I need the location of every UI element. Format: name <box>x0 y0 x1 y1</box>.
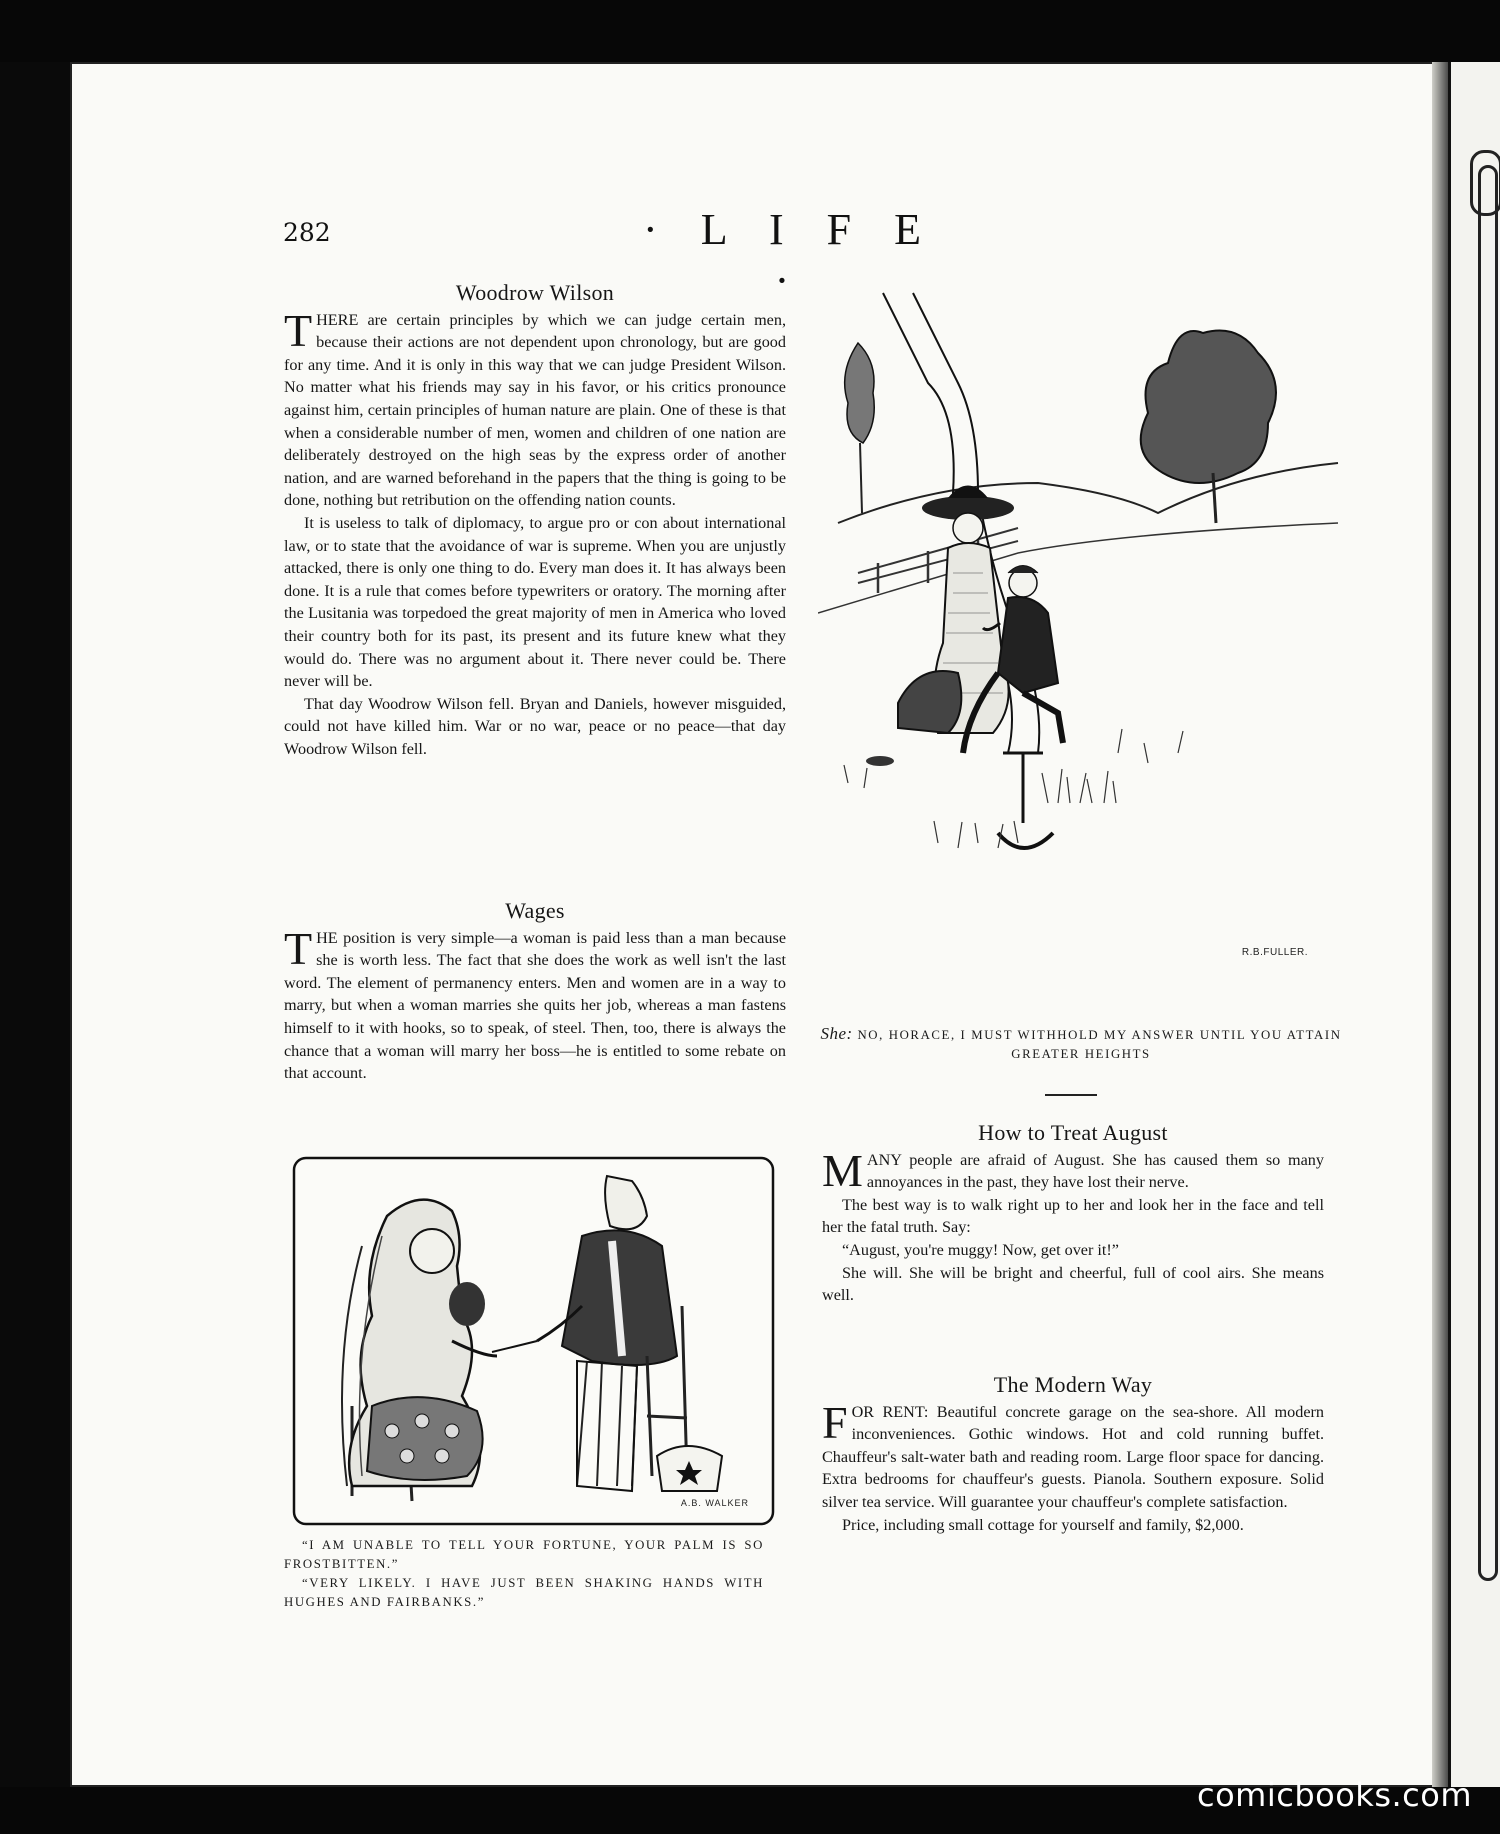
caption-line: “VERY LIKELY. I HAVE JUST BEEN SHAKING HANDS WITH HUGHES AND FAIRBANKS.” <box>284 1576 764 1609</box>
caption-text: NO, HORACE, I MUST WITHHOLD MY ANSWER UNTIL YOU ATTAIN GREATER HEIGHTS <box>857 1028 1342 1061</box>
article-paragraph: THERE are certain principles by which we can judge certain men, because their actions are not dependent upon chronology, but are good for any time. And it is only in this way that we can judge President Wilson. No matter what his friends may say in his favor, or his critics pronounce against him, certain principles of human nature are plain. One of these is that when a considerable number of men, women and children of one nation are deliberately destroyed on the high seas by the express order of another nation, and are warned beforehand in the papers that the thing is going to be done, nothing but retribution on the offending nation counts. <box>284 304 786 510</box>
drop-cap: T <box>284 304 313 356</box>
scan-border-top <box>0 0 1500 62</box>
section-divider <box>1045 1094 1097 1096</box>
article-paragraph: She will. She will be bright and cheerful, full of cool airs. She means well. <box>822 1263 1324 1305</box>
article-title: The Modern Way <box>993 1372 1153 1397</box>
fortune-teller-drawing <box>292 1156 775 1526</box>
page-number: 282 <box>283 218 331 247</box>
article-paragraph: The best way is to walk right up to her and look her in the face and tell her the fatal truth. Say: <box>822 1195 1324 1237</box>
article-paragraph: That day Woodrow Wilson fell. Bryan and Daniels, however misguided, could not have killed him. War or no war, peace or no peace—that day Woodrow Wilson fell. <box>284 694 786 758</box>
cartoon-signature: A.B. WALKER <box>680 1498 749 1508</box>
article-paragraph: Price, including small cottage for yourself and family, $2,000. <box>842 1515 1244 1534</box>
illustration-proposal <box>818 283 1342 1008</box>
article-the-modern-way <box>822 1374 1324 1536</box>
article-paragraph: THE position is very simple—a woman is paid less than a man because she is worth less. The fact that she does the work as well isn't the last word. The element of permanency enters. Men and women are in a way to marry, but when a woman marries she quits her job, whereas a man fastens himself to it with hooks, so to speak, of steel. Then, too, there is always the chance that a woman will marry her boss—he is entitled to some rebate on that account. <box>284 922 786 1083</box>
drop-cap: T <box>284 922 313 974</box>
article-woodrow-wilson <box>284 282 786 760</box>
site-watermark: comicbooks.com <box>1196 1776 1472 1814</box>
fortune-caption <box>284 1536 764 1612</box>
drop-cap: M <box>822 1144 863 1196</box>
article-how-to-treat-august <box>822 1122 1324 1307</box>
proposal-drawing <box>818 283 1342 1008</box>
illustration-signature: R.B.FULLER. <box>1241 947 1308 958</box>
ornament-frame <box>1478 165 1498 1581</box>
article-wages <box>284 900 786 1085</box>
proposal-caption <box>820 1024 1342 1064</box>
article-paragraph: FOR RENT: Beautiful concrete garage on the sea-shore. All modern inconveniences. Gothic windows. Hot and cold running buffet. Chauffeur's salt-water bath and reading room. Large floor space for dancing. Extra bedrooms for chauffeur's guests. Pianola. Southern exposure. Solid silver tea service. Will guarantee your chauffeur's complete satisfaction. <box>822 1396 1324 1511</box>
drop-cap: F <box>822 1396 848 1448</box>
caption-speaker: She: <box>820 1024 853 1043</box>
article-title: Wages <box>505 898 565 923</box>
masthead: · L I F E · <box>643 205 937 305</box>
caption-line: “I AM UNABLE TO TELL YOUR FORTUNE, YOUR PALM IS SO FROSTBITTEN.” <box>284 1538 764 1571</box>
cartoon-fortune-teller <box>292 1156 775 1526</box>
article-title: Woodrow Wilson <box>455 280 615 305</box>
article-paragraph: It is useless to talk of diplomacy, to argue pro or con about international law, or to state that the avoidance of war is supreme. When you are unjustly attacked, there is only one thing to do. Every man does it. It has always been done. It is a rule that comes before typewriters or oratory. The morning after the Lusitania was torpedoed the great majority of men in America who loved their country both for its past, its present and its future knew what they would do. There was no argument about it. There never could be. There never will be. <box>284 513 786 691</box>
article-paragraph: MANY people are afraid of August. She has caused them so many annoyances in the past, they have lost their nerve. <box>822 1144 1324 1196</box>
article-paragraph: “August, you're muggy! Now, get over it!” <box>842 1240 1119 1259</box>
article-title: How to Treat August <box>978 1120 1168 1145</box>
